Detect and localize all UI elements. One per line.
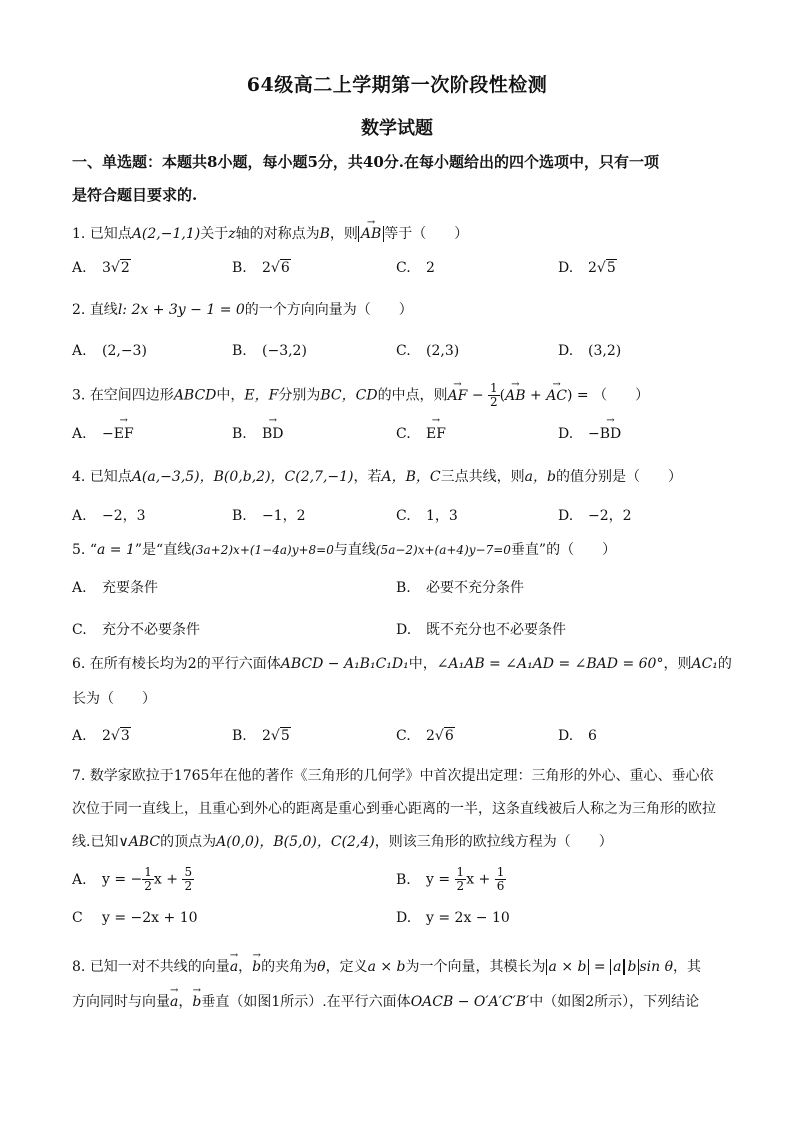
option-a[interactable] [72,505,146,525]
option-c[interactable] [396,343,459,359]
q-text: 的顶点为 [160,834,217,850]
q-text: 已知点 [89,469,132,485]
q-text: 为一个向量，其模长为 [405,959,546,975]
option-d[interactable] [558,426,621,442]
line-2: (5a−2)x+(a+4)y−7=0 [375,543,511,557]
option-label: C [72,910,83,926]
question-6 [72,654,732,674]
fraction [488,382,500,409]
q-text: 中， [216,387,245,404]
q-text: 的值分别是（ ） [555,469,682,485]
option-d[interactable] [396,619,566,639]
numerator: 1 [144,865,152,879]
question-number: 2. [72,302,86,318]
option-b[interactable]: B. 2√5 [232,728,290,744]
option-text: 2 [426,260,435,276]
q-text: 方向同时与向量 [72,994,170,1010]
option-vector: → EF [426,426,446,442]
denominator: 2 [490,395,498,409]
q-text: 分别为 [278,387,321,404]
exam-subtitle: 数学试题 [361,118,433,139]
q-text: = （ ） [572,387,650,404]
q-text: 直线 [89,302,118,318]
question-4 [72,467,732,487]
points-ef: E，F [244,387,279,404]
option-text: (−3,2) [262,343,307,359]
section-heading [72,146,732,212]
option-c[interactable]: C. 2√6 [396,728,454,744]
question-3: 3. 在空间四边形ABCD中，E，F分别为BC，CD的中点，则→ AF − $\frac{1}{2}$ (→ AB + → AC) = （ ） [72,382,732,409]
option-coef: 2 [588,260,597,276]
q-text: 与直线 [333,542,376,558]
option-radicand: 6 [444,728,454,744]
option-text: (3,2) [588,343,622,359]
option-label: A. [72,426,87,442]
point-b: B [319,226,330,242]
vector-a: → a [230,957,238,977]
line-1: (3a+2)x+(1−4a)y+8=0 [191,543,334,557]
option-b[interactable]: B. 2√6 [232,260,290,276]
option-sign: − [588,426,600,442]
vertices: A(0,0)，B(5,0)，C(2,4) [216,834,375,850]
q-text: 的中点，则 [377,387,448,404]
option-label: C. [72,622,87,638]
line-name: l [117,302,123,318]
option-text: (2,−3) [102,343,147,359]
operator: = [589,959,611,975]
question-5-options-row1 [72,577,732,599]
q-text: ，其 [673,959,702,975]
option-radicand: 6 [280,260,290,276]
sine-theta: sin θ [639,959,674,975]
option-label: B. [232,728,247,744]
solid-name: ABCD − A₁B₁C₁D₁ [280,656,409,672]
q-text: ”是“直线 [134,542,192,558]
option-label: B. [396,871,411,888]
q-text: 已知点 [89,226,132,242]
vector-af: → AF [448,386,468,406]
q-text: 已知一对不共线的向量 [89,959,230,975]
option-c[interactable] [396,260,435,276]
question-4-options [72,505,732,527]
option-b[interactable] [232,426,284,442]
q-text: 在所有棱长均为2的平行六面体 [89,656,281,672]
option-b[interactable] [232,505,306,525]
option-vector: → EF [114,426,134,442]
q-text: 垂直”的（ ） [510,542,617,558]
option-coef: 2 [102,728,111,744]
option-c[interactable] [72,910,198,926]
question-5-options-row2 [72,619,732,641]
option-a[interactable] [72,343,147,359]
option-c[interactable] [396,426,446,442]
option-label: A. [72,260,87,276]
q-text: 中（如图2所示），下列结论 [529,994,700,1010]
cross-product: a × b [367,959,406,975]
option-b[interactable] [396,577,524,597]
option-text: y = − [102,871,143,888]
option-d[interactable]: D. 2√5 [558,260,616,276]
q-text: ，若 [353,469,382,485]
option-text: 6 [588,728,597,744]
q-text: 在空间四边形 [89,387,174,404]
option-label: B. [232,508,247,524]
vector-ac: → AC [546,386,567,406]
q-text: ， [238,959,253,975]
segment: AC₁ [691,656,718,672]
question-7-options-row1 [72,866,732,902]
question-2 [72,300,732,320]
option-text: (2,3) [426,343,460,359]
option-radicand: 2 [120,260,130,276]
fraction [182,866,194,893]
option-text: 必要不充分条件 [426,580,524,596]
shape-name: ABCD [173,387,217,404]
norm-b: b [624,959,639,975]
option-d[interactable] [558,728,597,744]
option-text: y = −2x + 10 [102,910,198,926]
section-heading-line1: 一、单选题：本题共8小题，每小题5分，共40分.在每小题给出的四个选项中，只有一项 [72,153,659,171]
vector-ab: → AB [505,386,525,406]
option-a[interactable]: A. 2√3 [72,728,130,744]
q-text: ，则该三角形的欧拉线方程为（ ） [374,834,613,850]
option-label: A. [72,508,87,524]
option-c[interactable] [72,619,200,639]
q-text: ，则 [663,656,692,672]
solid-name: OACB − O′A′C′B′ [410,994,530,1010]
option-label: A. [72,580,87,596]
operator: + [525,387,547,404]
question-8 [72,957,732,977]
denominator: 2 [184,879,193,893]
option-label: C. [396,728,411,744]
angle-condition: ∠A₁AB = ∠A₁AD = ∠BAD = 60° [436,656,664,672]
exam-title: 64级高二上学期第一次阶段性检测 [246,74,548,96]
question-5 [72,540,732,560]
option-label: B. [232,260,247,276]
numerator: 1 [456,865,465,879]
option-label: D. [558,260,574,276]
option-vector: → BD [600,426,622,442]
vector-ab: → AB [361,224,381,244]
option-text: −2，2 [588,508,632,524]
question-number: 1. [72,226,86,242]
option-text: 1，3 [426,508,458,524]
question-number: 5. [72,542,86,558]
question-2-options [72,343,732,365]
cross-norm: a × b [546,959,590,975]
option-label: A. [72,343,87,359]
option-c[interactable] [396,505,458,525]
q-text: ，则 [329,226,358,242]
option-a[interactable] [72,577,158,597]
question-7-line3 [72,832,732,852]
denominator: 2 [144,879,152,893]
question-8-line2 [72,992,732,1012]
option-label: B. [232,343,247,359]
vector-a: → a [170,992,178,1012]
option-text: 既不充分也不必要条件 [426,622,566,638]
option-coef: 2 [426,728,435,744]
option-label: B. [396,580,411,596]
option-text: 充分不必要条件 [102,622,200,638]
option-label: A. [72,871,87,888]
triangle-name: ∨ABC [118,834,161,850]
option-label: D. [558,343,574,359]
question-number: 4. [72,469,86,485]
points-abc: A，B，C [381,469,441,485]
option-a[interactable] [72,866,194,893]
option-radicand: 5 [606,260,616,276]
option-text: x + [153,871,183,888]
theta: θ [317,959,326,975]
vector-b: → b [192,992,201,1012]
question-6-options [72,728,732,750]
option-label: D. [558,508,574,524]
norm-a: a [610,959,624,975]
vector-b: → b [252,957,261,977]
option-vector: → BD [262,426,284,442]
point-a: A(2,−1,1) [131,226,201,242]
option-text: −2，3 [102,508,146,524]
option-coef: 2 [262,260,271,276]
q-text: 数学家欧拉于1765年在他的著作《三角形的几何学》中首次提出定理：三角形的外心、重心、垂心依 [89,768,714,784]
option-label: D. [558,426,574,442]
q-text: 的夹角为 [261,959,318,975]
fraction [142,866,154,893]
option-label: C. [396,343,411,359]
axis-name: z [228,226,236,242]
option-text: y = 2x − 10 [426,910,510,926]
q-text: 的一个方向向量为（ ） [244,302,413,318]
variables: a，b [524,469,556,485]
q-text: 中， [408,656,437,672]
option-text: y = [426,871,455,888]
question-3-options [72,426,732,448]
fraction [495,866,507,893]
q-text: 关于 [200,226,229,242]
operator: − [467,387,489,404]
question-7 [72,766,732,786]
numerator: 5 [184,865,193,879]
option-radicand: 5 [280,728,290,744]
q-text: ，定义 [325,959,368,975]
condition: a = 1 [96,542,135,558]
q-text: 的 [717,656,732,672]
q-text: “ [89,542,97,558]
question-number: 7. [72,768,86,784]
option-label: B. [232,426,247,442]
option-a[interactable] [72,426,134,442]
option-b[interactable] [232,343,307,359]
question-number: 3. [72,387,86,404]
denominator: 6 [496,879,505,893]
q-text: 线.已知 [72,834,119,850]
numerator: 1 [496,865,505,879]
option-d[interactable] [558,343,621,359]
option-label: D. [396,622,412,638]
denominator: 2 [456,879,465,893]
option-coef: 3 [102,260,111,276]
fraction [455,866,467,893]
question-number: 8. [72,959,86,975]
section-heading-line2: 是符合题目要求的. [72,186,198,204]
q-text: ， [178,994,193,1010]
points: A(a,−3,5)，B(0,b,2)，C(2,7,−1) [131,469,354,485]
option-b[interactable] [396,866,506,893]
question-1-options [72,260,732,282]
option-label: D. [396,910,412,926]
option-text: −1，2 [262,508,306,524]
line-equation: : 2x + 3y − 1 = 0 [122,302,245,318]
option-sign: − [102,426,114,442]
option-text: 充要条件 [102,580,158,596]
option-label: C. [396,508,411,524]
option-d[interactable] [558,505,632,525]
option-coef: 2 [262,728,271,744]
question-1 [72,224,732,244]
q-text: 垂直（如图1所示）.在平行六面体 [201,994,411,1010]
option-label: D. [558,728,574,744]
option-radicand: 3 [120,728,130,744]
q-text: 轴的对称点为 [235,226,320,242]
option-label: C. [396,426,411,442]
option-d[interactable] [396,910,510,926]
question-7-line2: 次位于同一直线上，且重心到外心的距离是重心到垂心距离的一半，这条直线被后人称之为三角形的欧拉 [72,801,716,817]
question-number: 6. [72,656,86,672]
sides: BC，CD [320,387,378,404]
numerator: 1 [490,381,498,395]
option-label: C. [396,260,411,276]
q-text: 等于（ ） [384,226,469,242]
q-text: 三点共线，则 [440,469,525,485]
option-label: A. [72,728,87,744]
option-text: x + [466,871,495,888]
question-6-line2: 长为（ ） [72,691,156,707]
option-a[interactable]: A. 3√2 [72,260,130,276]
question-7-options-row2 [72,910,732,932]
